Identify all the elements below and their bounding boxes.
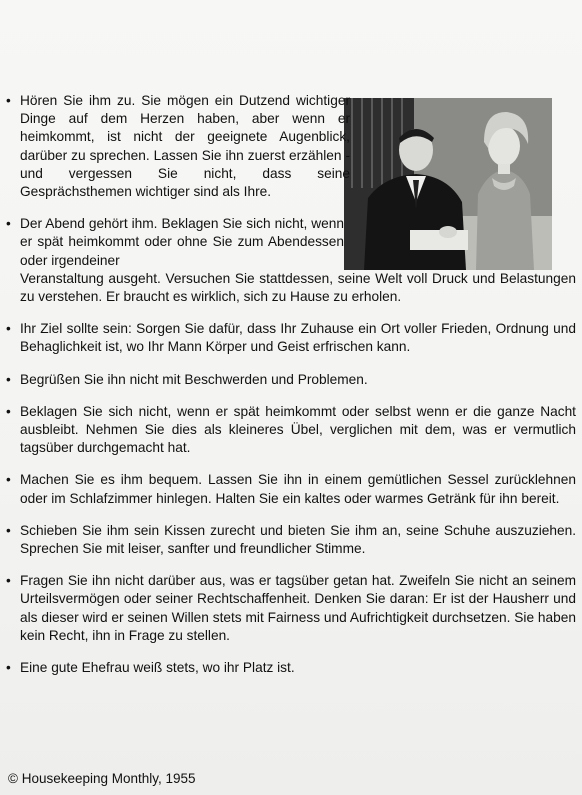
- list-item: • Eine gute Ehefrau weiß stets, wo ihr Platz ist.: [6, 659, 576, 677]
- list-item: • Ihr Ziel sollte sein: Sorgen Sie dafür, dass Ihr Zuhause ein Ort voller Frieden, Ordnung und Behaglichkeit ist, wo Ihr Mann Körper und Geist erfrischen kann.: [6, 320, 576, 356]
- list-item: • Machen Sie es ihm bequem. Lassen Sie ihn in einem gemütlichen Sessel zurücklehnen oder im Schlafzimmer hinlegen. Halten Sie ein kaltes oder warmes Getränk für ihn bereit.: [6, 471, 576, 507]
- list-item: • Begrüßen Sie ihn nicht mit Beschwerden und Problemen.: [6, 371, 576, 389]
- list-item: • Schieben Sie ihm sein Kissen zurecht und bieten Sie ihm an, seine Schuhe auszuziehen. Sprechen Sie mit leiser, sanfter und freundlicher Stimme.: [6, 522, 576, 558]
- list-item: • Hören Sie ihm zu. Sie mögen ein Dutzend wichtiger Dinge auf dem Herzen haben, aber wenn er heimkommt, ist nicht der geeignete Augenblick, darüber zu sprechen. Lassen Sie ihn zuerst erzählen - und vergessen Sie nicht, dass seine Gesprächsthemen wichtiger sind als Ihre.: [6, 92, 350, 201]
- copyright-footer: © Housekeeping Monthly, 1955: [8, 771, 196, 786]
- list-item: • Fragen Sie ihn nicht darüber aus, was er tagsüber getan hat. Zweifeln Sie nicht an seinem Urteilsvermögen oder seiner Rechtschaffenheit. Denken Sie daran: Er ist der Hausherr und als dieser wird er seinen Willen stets mit Fairness und Aufrichtigkeit durchsetzen. Sie haben kein Recht, ihn in Frage zu stellen.: [6, 572, 576, 645]
- list-item-text: • Der Abend gehört ihm. Beklagen Sie sich nicht, wenn er spät heimkommt oder ohne Sie zum Abendessen oder irgendeiner: [20, 216, 344, 268]
- list-item: • Beklagen Sie sich nicht, wenn er spät heimkommt oder selbst wenn er die ganze Nacht ausbleibt. Nehmen Sie dies als kleineres Übel, verglichen mit dem, was er vermutlich tagsüber durchgemacht hat.: [6, 403, 576, 458]
- list-item: • Der Abend gehört ihm. Beklagen Sie sich nicht, wenn er spät heimkommt oder ohne Sie zum Abendessen oder irgendeiner Veranstaltung ausgeht. Versuchen Sie stattdessen, seine Welt voll Druck und Belastungen zu verstehen. Er braucht es wirklich, sich zu Hause zu erholen.: [6, 215, 576, 306]
- advice-list: [6, 92, 576, 677]
